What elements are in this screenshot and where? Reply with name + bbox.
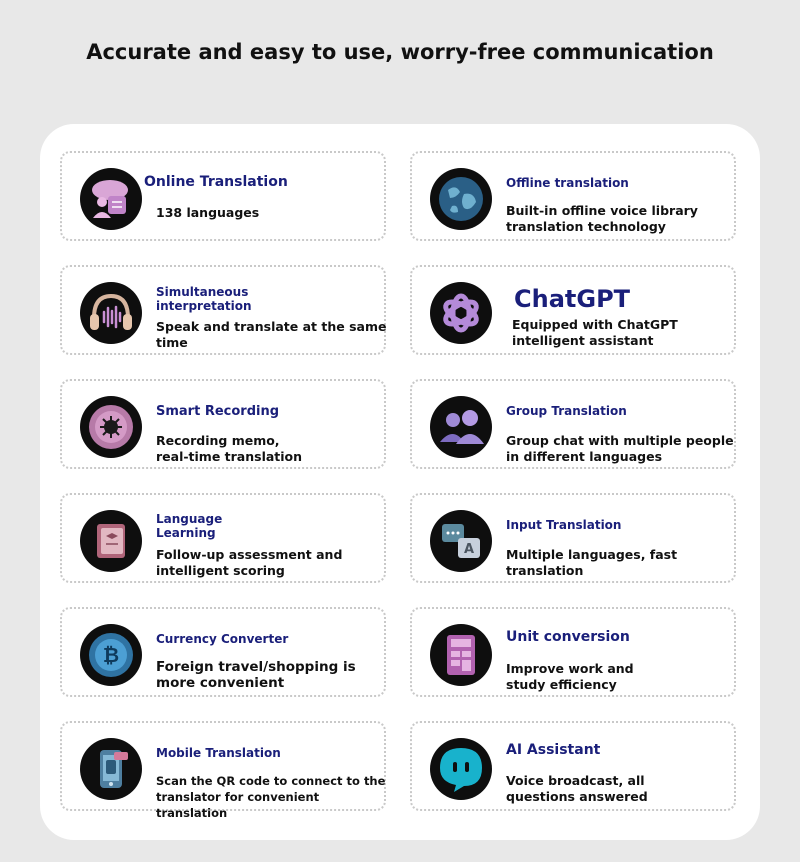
feature-description: Equipped with ChatGPT intelligent assistant [512, 317, 678, 348]
feature-description: Multiple languages, fast translation [506, 547, 678, 578]
feature-description: Built-in offline voice library translation technology [506, 203, 698, 234]
page-headline: Accurate and easy to use, worry-free communication [86, 40, 714, 64]
chat-person-icon [80, 168, 142, 230]
headphones-icon [80, 282, 142, 344]
feature-title: Offline translation [506, 176, 629, 190]
feature-card-currency-converter[interactable] [60, 607, 386, 697]
feature-card-mobile-translation[interactable] [60, 721, 386, 820]
feature-title: ChatGPT [514, 285, 631, 313]
feature-card-unit-conversion[interactable] [410, 607, 736, 697]
chatgpt-logo-icon [430, 282, 492, 344]
feature-description: Recording memo, real-time translation [156, 433, 303, 464]
feature-card-group-translation[interactable] [410, 379, 736, 469]
feature-card-online-translation[interactable] [60, 151, 386, 241]
feature-description: 138 languages [156, 205, 260, 220]
feature-description: Scan the QR code to connect to the translator for convenient translation [156, 774, 386, 820]
feature-description: Foreign travel/shopping is more convenient [156, 659, 356, 691]
feature-description: Speak and translate at the same time [156, 319, 387, 350]
feature-title: Group Translation [506, 404, 627, 418]
feature-title: Currency Converter [156, 632, 289, 646]
translate-input-icon [430, 510, 492, 572]
feature-title: Language Learning [156, 512, 223, 540]
feature-title: Smart Recording [156, 404, 280, 419]
svg-text:A: A [463, 542, 475, 557]
feature-description: Improve work and study efficiency [506, 661, 634, 692]
calculator-icon [430, 624, 492, 686]
feature-card-smart-recording[interactable] [60, 379, 386, 469]
feature-description: Follow-up assessment and intelligent scoring [156, 547, 343, 578]
feature-title: Simultaneous interpretation [156, 285, 252, 313]
feature-panel [40, 124, 760, 840]
feature-description: Voice broadcast, all questions answered [506, 773, 648, 804]
feature-title: Unit conversion [506, 629, 630, 645]
feature-title: Input Translation [506, 518, 622, 532]
svg-text:₿: ₿ [102, 643, 120, 667]
bitcoin-coin-icon [80, 624, 142, 686]
feature-title: AI Assistant [506, 742, 601, 758]
record-disc-icon [80, 396, 142, 458]
feature-card-input-translation[interactable] [410, 493, 736, 583]
feature-card-offline-translation[interactable] [410, 151, 736, 241]
feature-card-simultaneous-interpretation[interactable] [60, 265, 386, 355]
feature-card-chatgpt[interactable] [410, 265, 736, 355]
feature-title: Mobile Translation [156, 746, 281, 760]
group-people-icon [430, 396, 492, 458]
feature-title: Online Translation [144, 174, 288, 190]
ai-chat-bubble-icon [430, 738, 492, 800]
book-icon [80, 510, 142, 572]
feature-card-ai-assistant[interactable] [410, 721, 736, 811]
feature-card-language-learning[interactable] [60, 493, 386, 583]
feature-description: Group chat with multiple people in different languages [506, 433, 734, 464]
globe-icon [430, 168, 492, 230]
mobile-phone-icon [80, 738, 142, 800]
